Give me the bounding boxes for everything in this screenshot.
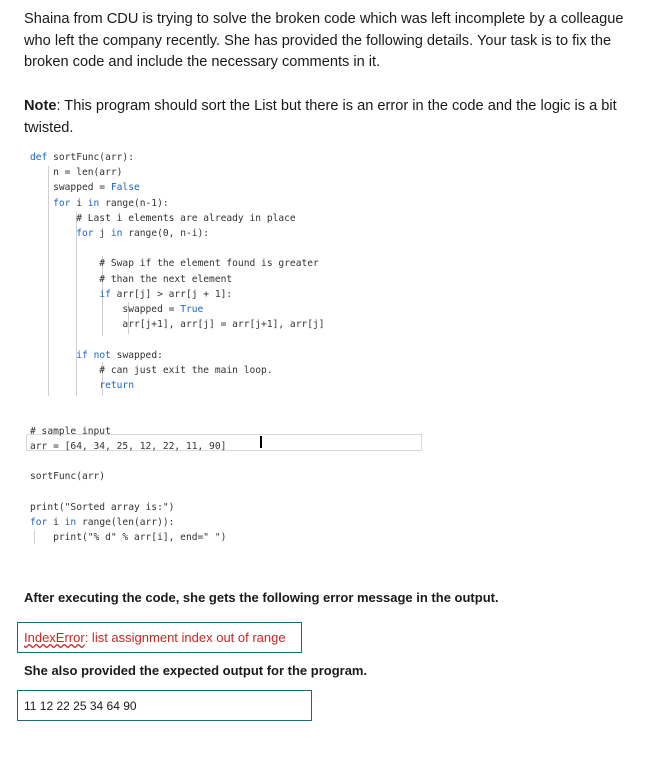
code-line: swapped = False [30,182,140,194]
code-line: swapped = True [30,304,204,315]
code-line: for i in range(n-1): [53,197,169,209]
code-line: for j in range(0, n-i): [76,228,210,239]
expected-output: 11 12 22 25 34 64 90 [24,699,137,713]
expected-output-box [17,690,312,721]
code-line: # can just exit the main loop. [30,364,273,376]
code-line: arr = [64, 34, 25, 12, 22, 11, 90] [30,440,227,452]
text-cursor [260,436,262,448]
error-intro: After executing the code, she gets the following error message in the output. [24,590,499,605]
code-line: def sortFunc(arr): [30,152,134,163]
note-paragraph [24,96,634,139]
note-text: : This program should sort the List but there is an error in the code and the logic is a bit twisted. [24,98,617,136]
code-line: if not swapped: [76,349,163,361]
note-label: Note [24,98,57,114]
intro-paragraph: Shaina from CDU is trying to solve the broken code which was left incomplete by a colleague who left the company recently. She has provided the following details. Your task is to fix the broken code and include the necessary comments in it. [24,11,624,70]
code-line: print("% d" % arr[i], end=" ") [30,532,227,543]
expected-intro: She also provided the expected output for the program. [24,663,368,678]
error-message: : list assignment index out of range [84,630,286,645]
code-line: arr[j+1], arr[j] = arr[j+1], arr[j] [30,319,325,331]
code-line: # than the next element [30,273,233,285]
code-line: n = len(arr) [30,167,123,179]
code-line: for i in range(len(arr)): [30,516,175,528]
code-line: # Last i elements are already in place [30,212,296,224]
code-line: print("Sorted array is:") [30,501,175,513]
code-line: sortFunc(arr) [30,471,106,483]
code-line: # sample input [30,425,111,437]
error-name: IndexError [24,630,85,645]
code-line: if arr[j] > arr[j + 1]: [99,288,233,300]
code-line: return [99,380,134,391]
code-line: # Swap if the element found is greater [30,258,319,270]
error-output-box [17,622,302,653]
